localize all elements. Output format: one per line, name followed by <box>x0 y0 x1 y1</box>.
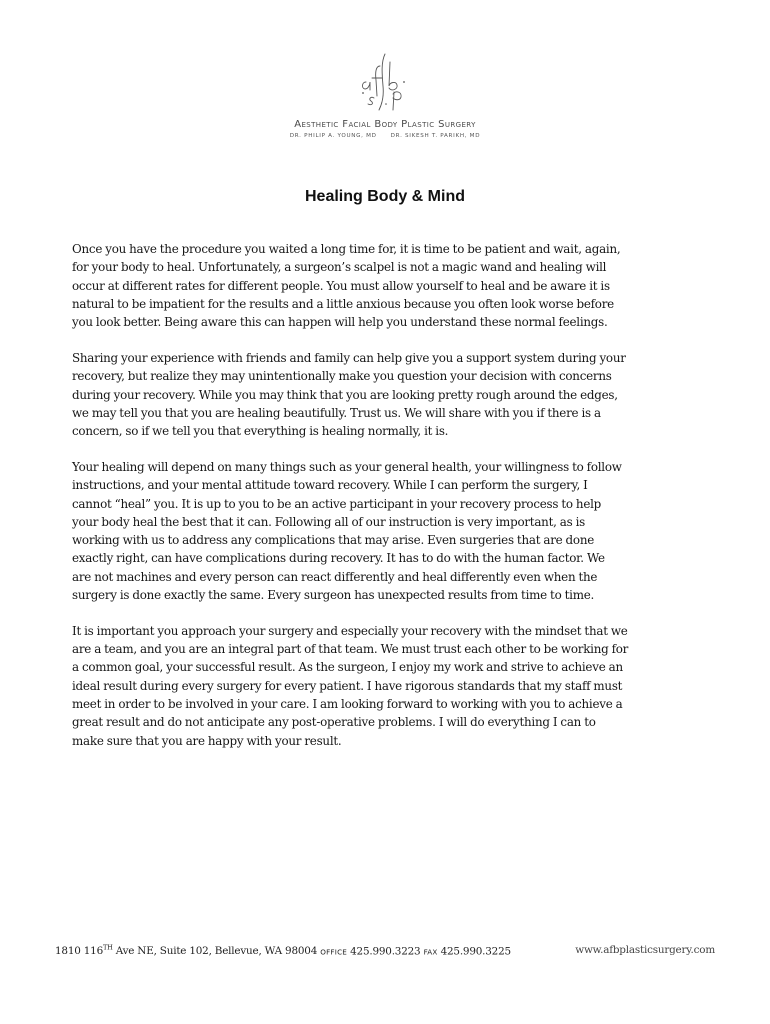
text-line: meet in order to be involved in your care. I am looking forward to working with you to achieve a <box>72 697 623 712</box>
text-line: Your healing will depend on many things such as your general health, your willingness to follow <box>72 459 622 474</box>
text-line: instructions, and your mental attitude toward recovery. While I can perform the surgery, I <box>72 478 588 493</box>
text-line: surgery is done exactly the same. Every surgeon has unexpected results from time to time. <box>72 588 595 603</box>
text-line: ideal result during every surgery for every patient. I have rigorous standards that my staff must <box>72 678 623 693</box>
office-phone: 425.990.3223 <box>347 945 424 958</box>
afbps-monogram-icon <box>352 52 414 114</box>
document-body <box>72 240 702 767</box>
text-line: make sure that you are happy with your result. <box>72 733 342 748</box>
text-line: natural to be impatient for the results and a little anxious because you often look worse before <box>72 296 614 311</box>
text-line: concern, so if we tell you that everything is healing normally, it is. <box>72 424 449 439</box>
document-title: Healing Body & Mind <box>305 188 465 205</box>
text-line: are a team, and you are an integral part of that team. We must trust each other to be working for <box>72 642 629 657</box>
street-suffix: TH <box>102 944 113 952</box>
website-link[interactable]: www.afbplasticsurgery.com <box>575 944 715 956</box>
text-line: exactly right, can have complications during recovery. It has to do with the human factor. We <box>72 551 605 566</box>
text-line: recovery, but realize they may unintentionally make you question your decision with concerns <box>72 369 612 384</box>
paragraph <box>72 622 702 750</box>
footer-address <box>55 945 320 957</box>
practice-name: Aesthetic Facial Body Plastic Surgery <box>294 119 476 130</box>
text-line: occur at different rates for different people. You must allow yourself to heal and be aware it is <box>72 278 610 293</box>
text-line: we may tell you that you are healing beautifully. Trust us. We will share with you if there is a <box>72 405 601 420</box>
text-line: during your recovery. While you may think that you are looking pretty rough around the edges, <box>72 387 618 402</box>
paragraph <box>72 349 702 440</box>
office-label: OFFICE <box>320 947 348 957</box>
paragraph <box>72 458 702 604</box>
street-number: 1810 116 <box>55 945 103 958</box>
paragraph <box>72 240 702 331</box>
text-line: It is important you approach your surgery and especially your recovery with the mindset that we <box>72 623 628 638</box>
text-line: working with us to address any complications that may arise. Even surgeries that are done <box>72 533 595 548</box>
text-line: Sharing your experience with friends and family can help give you a support system during your <box>72 350 626 365</box>
fax-label: FAX <box>423 947 438 957</box>
doctor-name-parikh: DR. SIKESH T. PARIKH, MD <box>390 133 481 139</box>
fax-phone: 425.990.3225 <box>437 945 511 958</box>
text-line: your body heal the best that it can. Following all of our instruction is very important, as is <box>72 514 585 529</box>
text-line: a common goal, your successful result. As the surgeon, I enjoy my work and strive to achieve an <box>72 660 623 675</box>
text-line: cannot “heal” you. It is up to you to be an active participant in your recovery process to help <box>72 496 602 511</box>
doctor-names <box>0 133 770 139</box>
doctor-name-young: DR. PHILIP A. YOUNG, MD <box>289 133 377 139</box>
footer-contact <box>55 944 725 957</box>
text-line: for your body to heal. Unfortunately, a surgeon’s scalpel is not a magic wand and healing will <box>72 260 607 275</box>
text-line: great result and do not anticipate any post-operative problems. I will do everything I can to <box>72 715 596 730</box>
text-line: Once you have the procedure you waited a long time for, it is time to be patient and wait, again, <box>72 242 621 256</box>
street-address: Ave NE, Suite 102, Bellevue, WA 98004 <box>112 945 321 958</box>
text-line: are not machines and every person can react differently and heal differently even when the <box>72 569 598 584</box>
text-line: you look better. Being aware this can happen will help you understand these normal feelings. <box>72 315 608 330</box>
